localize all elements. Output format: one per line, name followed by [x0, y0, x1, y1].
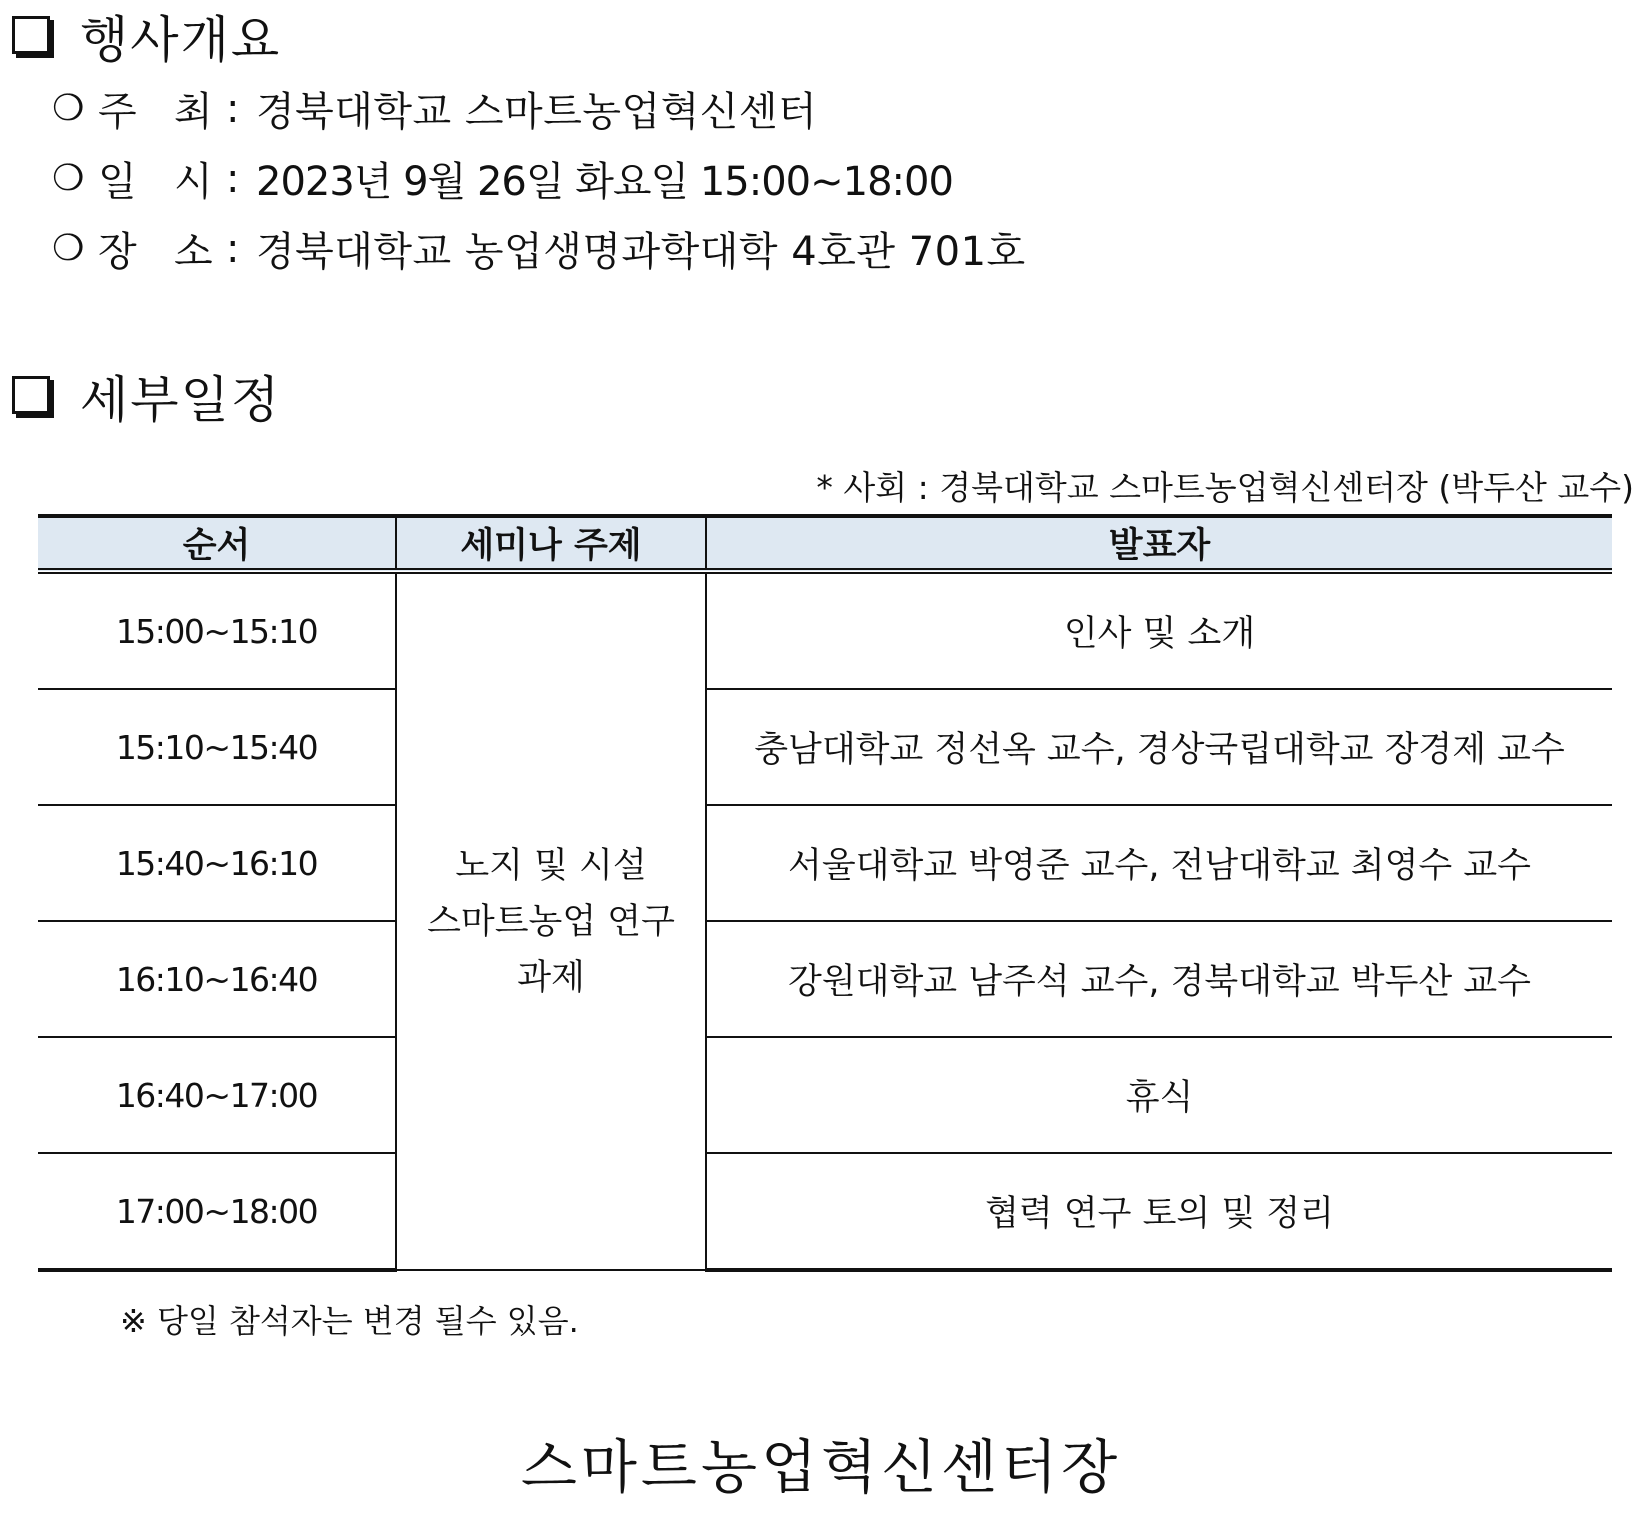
topic-text: 노지 및 시설 스마트농업 연구 과제 — [427, 845, 675, 998]
time-cell: 17:00~18:00 — [38, 1153, 396, 1270]
speaker-cell: 충남대학교 정선옥 교수, 경상국립대학교 장경제 교수 — [706, 689, 1612, 805]
column-header-speaker: 발표자 — [706, 516, 1612, 571]
overview-item-label: 주 최 — [98, 89, 213, 135]
table-row — [38, 921, 1612, 1037]
overview-item-value: 2023년 9월 26일 화요일 15:00~18:00 — [256, 159, 953, 205]
overview-item-label: 일 시 — [98, 159, 213, 205]
footnote: ※ 당일 참석자는 변경 될수 있음. — [120, 1302, 579, 1340]
topic-cell — [396, 571, 706, 1270]
overview-heading-text: 행사개요 — [80, 11, 282, 69]
column-header-topic: 세미나 주제 — [396, 516, 706, 571]
speaker-cell: 인사 및 소개 — [706, 571, 1612, 689]
circle-bullet-icon: ❍ — [52, 228, 85, 269]
time-cell: 16:10~16:40 — [38, 921, 396, 1037]
table-row — [38, 805, 1612, 921]
overview-item-value: 경북대학교 농업생명과학대학 4호관 701호 — [256, 229, 1026, 275]
column-header-order: 순서 — [38, 516, 396, 571]
overview-item-venue — [52, 220, 1026, 277]
checkbox-icon — [12, 376, 52, 416]
schedule-heading — [12, 360, 281, 432]
table-row — [38, 1037, 1612, 1153]
overview-item-colon: : — [226, 225, 240, 272]
signature: 스마트농업혁신센터장 — [520, 1433, 1122, 1501]
table-row — [38, 1153, 1612, 1270]
overview-item-label: 장 소 — [98, 229, 213, 275]
circle-bullet-icon: ❍ — [52, 158, 85, 199]
overview-item-colon: : — [226, 85, 240, 132]
speaker-cell: 강원대학교 남주석 교수, 경북대학교 박두산 교수 — [706, 921, 1612, 1037]
overview-item-date — [52, 150, 953, 207]
table-header-row — [38, 516, 1612, 571]
time-cell: 15:00~15:10 — [38, 571, 396, 689]
time-cell: 15:10~15:40 — [38, 689, 396, 805]
table-row — [38, 571, 1612, 689]
speaker-cell: 협력 연구 토의 및 정리 — [706, 1153, 1612, 1270]
schedule-table — [38, 514, 1612, 1272]
overview-item-value: 경북대학교 스마트농업혁신센터 — [256, 89, 818, 135]
circle-bullet-icon: ❍ — [52, 88, 85, 129]
speaker-cell: 서울대학교 박영준 교수, 전남대학교 최영수 교수 — [706, 805, 1612, 921]
time-cell: 16:40~17:00 — [38, 1037, 396, 1153]
time-cell: 15:40~16:10 — [38, 805, 396, 921]
table-row — [38, 689, 1612, 805]
overview-item-host — [52, 80, 817, 137]
schedule-heading-text: 세부일정 — [80, 371, 282, 429]
speaker-cell: 휴식 — [706, 1037, 1612, 1153]
host-note: * 사회 : 경북대학교 스마트농업혁신센터장 (박두산 교수) — [816, 468, 1634, 507]
overview-heading — [12, 0, 281, 72]
overview-item-colon: : — [226, 155, 240, 202]
checkbox-icon — [12, 16, 52, 56]
